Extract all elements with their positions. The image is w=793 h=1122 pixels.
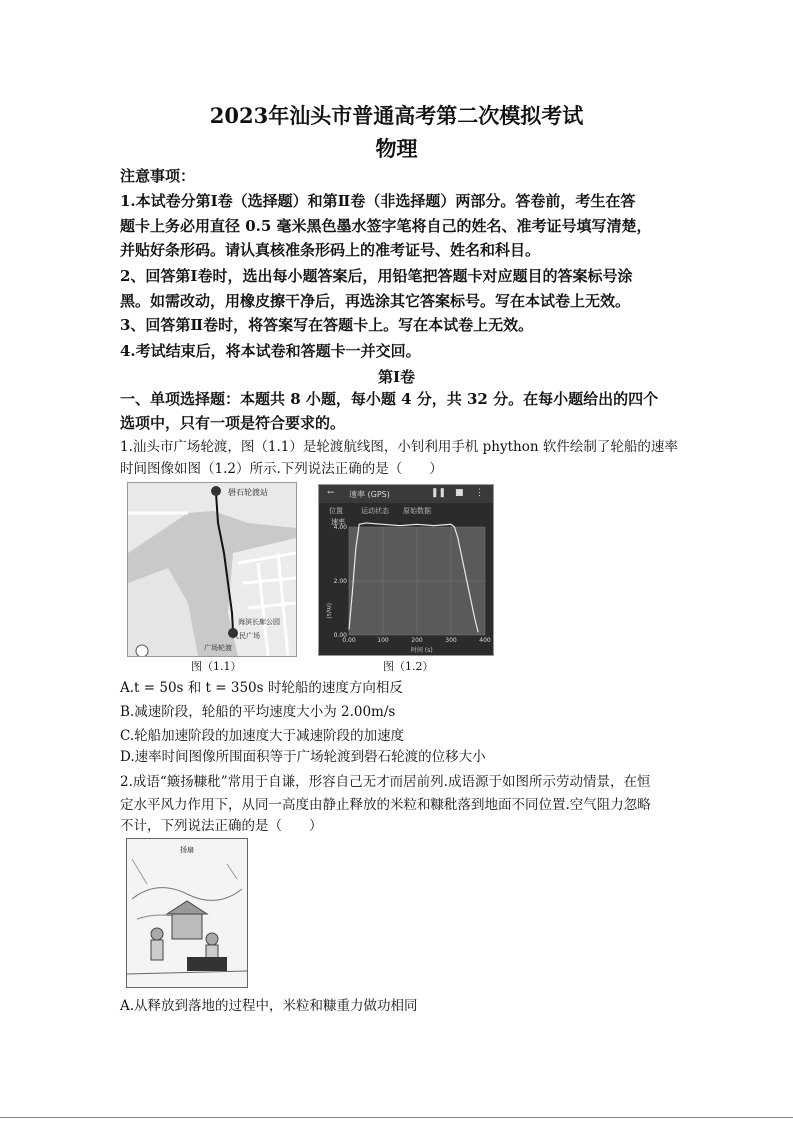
notice-line: 并贴好条形码。请认真核准条形码上的准考证号、姓名和科目。 bbox=[120, 241, 541, 259]
notice-line: 4.考试结束后，将本试卷和答题卡一并交回。 bbox=[120, 342, 421, 360]
notice-line: 黑。如需改动，用橡皮擦干净后，再选涂其它答案标号。写在本试卷上无效。 bbox=[120, 292, 631, 310]
winnowing-illustration bbox=[126, 838, 248, 988]
notice-heading: 注意事项： bbox=[120, 167, 196, 185]
page-bottom-rule bbox=[0, 1117, 793, 1118]
pause-icon: ❚❚ bbox=[431, 488, 447, 498]
chart-tab-raw[interactable]: 原始数据 bbox=[403, 507, 431, 515]
chart-x-tick-label: 300 bbox=[445, 637, 457, 644]
map-label-square: 人民广场 bbox=[232, 632, 260, 640]
option-a: A.从释放到落地的过程中，米粒和糠重力做功相同 bbox=[120, 998, 418, 1014]
notice-line: 题卡上务必用直径 0.5 毫米黑色墨水签字笔将自己的姓名、准考证号填写清楚， bbox=[120, 217, 652, 235]
chart-panel-label: 速率 bbox=[331, 518, 345, 526]
map-label-top: 礐石轮渡站 bbox=[228, 488, 268, 497]
route-map-figure bbox=[127, 482, 297, 657]
chart-tab-motion[interactable]: 运动状态 bbox=[361, 507, 389, 515]
question-stem: 2.成语“簸扬糠秕”常用于自谦，形容自己无才而居前列.成语源于如图所示劳动情景，在恒 bbox=[120, 774, 651, 790]
question-stem: 1.汕头市广场轮渡，图（1.1）是轮渡航线图，小钊利用手机 phython 软件绘制了轮船的速率 bbox=[120, 439, 678, 455]
map-label-park: 海滨长廊公园 bbox=[238, 618, 280, 626]
chart-y-tick-label: 0.00 bbox=[333, 632, 347, 639]
notice-line: 1.本试卷分第Ⅰ卷（选择题）和第Ⅱ卷（非选择题）两部分。答卷前，考生在答 bbox=[120, 192, 636, 210]
illustration-title: 扬扇 bbox=[180, 846, 194, 854]
chart-x-tick-label: 400 bbox=[479, 637, 491, 644]
question-stem: 时间图像如图（1.2）所示.下列说法正确的是（ ） bbox=[120, 461, 443, 477]
stop-icon: ■ bbox=[455, 488, 464, 498]
notice-line: 3、回答第Ⅱ卷时，将答案写在答题卡上。写在本试卷上无效。 bbox=[120, 316, 534, 334]
figure-caption: 图（1.2） bbox=[383, 660, 434, 673]
option-a: A.t = 50s 和 t = 350s 时轮船的速度方向相反 bbox=[120, 680, 403, 696]
section-title: 第Ⅰ卷 bbox=[377, 368, 416, 386]
winnowing-drawing bbox=[127, 839, 247, 987]
chart-tab-position[interactable]: 位置 bbox=[329, 507, 343, 515]
option-d: D.速率时间图像所围面积等于广场轮渡到礐石轮渡的位移大小 bbox=[120, 749, 486, 765]
part-heading: 选项中，只有一项是符合要求的。 bbox=[120, 414, 346, 432]
speed-chart-figure bbox=[318, 484, 494, 656]
part-heading: 一、单项选择题：本题共 8 小题，每小题 4 分，共 32 分。在每小题给出的四个 bbox=[120, 390, 659, 408]
speed-chart bbox=[319, 485, 493, 655]
chart-y-tick-label: 4.00 bbox=[333, 524, 347, 531]
more-icon: ⋮ bbox=[475, 488, 484, 498]
chart-x-tick-label: 0.00 bbox=[342, 637, 356, 644]
route-map bbox=[128, 483, 296, 656]
map-label-bottom: 广场轮渡 bbox=[204, 644, 232, 652]
chart-xlabel: 时间 (s) bbox=[411, 647, 433, 654]
chart-header-title: 速率 (GPS) bbox=[349, 490, 390, 499]
option-b: B.减速阶段，轮船的平均速度大小为 2.00m/s bbox=[120, 704, 396, 720]
notice-line: 2、回答第Ⅰ卷时，选出每小题答案后，用铅笔把答题卡对应题目的答案标号涂 bbox=[120, 267, 633, 285]
back-arrow-icon: ← bbox=[327, 488, 335, 498]
option-c: C.轮船加速阶段的加速度大于减速阶段的加速度 bbox=[120, 728, 405, 744]
question-stem: 不计，下列说法正确的是（ ） bbox=[120, 818, 323, 834]
ferry-start-marker bbox=[211, 486, 221, 496]
figure-caption: 图（1.1） bbox=[191, 660, 242, 673]
question-stem: 定水平风力作用下，从同一高度由静止释放的米粒和糠秕落到地面不同位置.空气阻力忽略 bbox=[120, 797, 651, 813]
chart-y-tick-label: 2.00 bbox=[333, 578, 347, 585]
chart-x-tick-label: 100 bbox=[377, 637, 389, 644]
chart-x-tick-label: 200 bbox=[411, 637, 423, 644]
page-title: 2023年汕头市普通高考第二次模拟考试 bbox=[209, 103, 584, 128]
chart-ylabel: (m/s) bbox=[325, 603, 332, 619]
subject-title: 物理 bbox=[375, 136, 418, 161]
